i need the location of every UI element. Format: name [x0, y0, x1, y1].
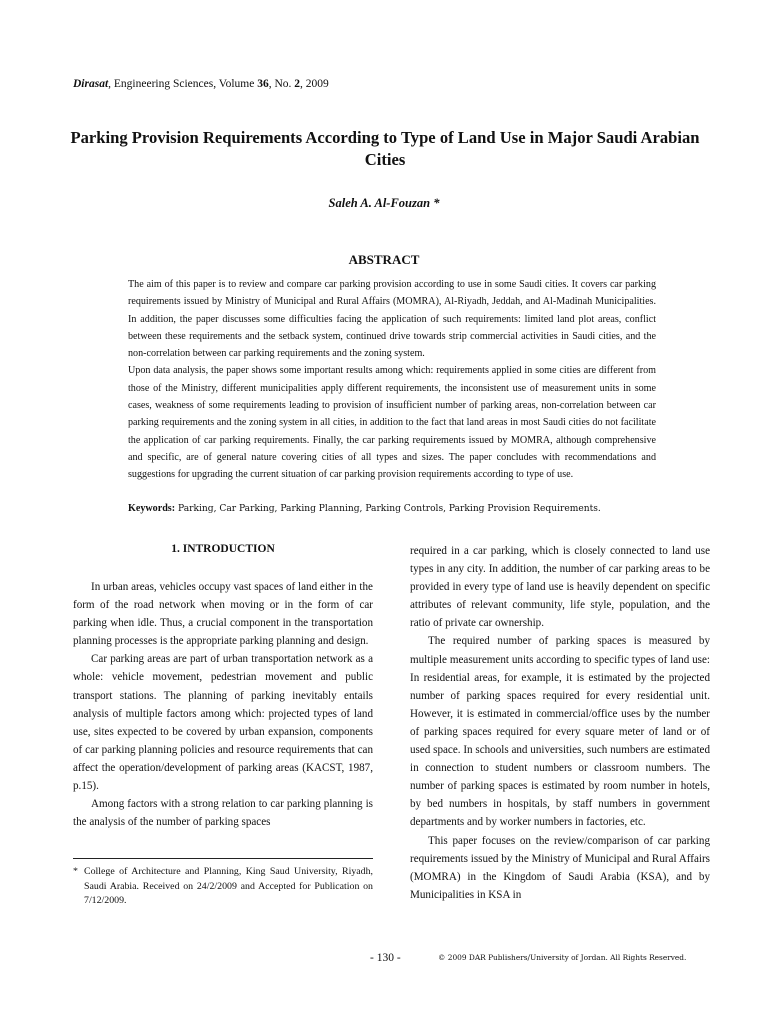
journal-issue: 2 [294, 78, 301, 90]
abstract-heading: ABSTRACT [348, 252, 420, 267]
paper-author: Saleh A. Al-Fouzan * [328, 196, 440, 210]
abstract-body [128, 276, 656, 484]
journal-year: , 2009 [300, 78, 329, 90]
footnote-text: College of Architecture and Planning, King Saud University, Riyadh, Saudi Arabia. Received on 24/2/2009 and Accepted for Publication on 7/12/2009. [84, 866, 373, 906]
section-heading-introduction: 1. INTRODUCTION [171, 543, 275, 555]
journal-series: , Engineering Sciences, Volume [108, 78, 258, 90]
journal-citation [73, 77, 329, 91]
journal-issue-prefix: , No. [268, 78, 295, 90]
footnote-divider [73, 858, 373, 859]
left-column [73, 578, 373, 831]
abstract-paragraph: The aim of this paper is to review and compare car parking provision according to use in some Saudi cities. It covers car parking requirements issued by Ministry of Municipal and Rural Affairs (MOMRA), Al-Riyadh, Jeddah, and Al-Madinah Municipalities. In addition, the paper discusses some difficulties facing the application of such requirements: limited land plot areas, conflict between these requirements and the setback system, continued drive towards strip commercial activities in Saudi cities, and the non-correlation between car parking requirements and the zoning system. [128, 279, 656, 360]
body-paragraph: This paper focuses on the review/comparison of car parking requirements issued by the Ministry of Municipal and Rural Affairs (MOMRA) in the Kingdom of Saudi Arabia (KSA), and by Municipalities in KSA in [410, 834, 710, 901]
keywords-list: Parking, Car Parking, Parking Planning, Parking Controls, Parking Provision Requirements. [175, 504, 601, 514]
footnote [73, 865, 373, 909]
journal-volume: 36 [257, 78, 269, 90]
page-number: - 130 - [370, 952, 401, 964]
keywords-label: Keywords: [128, 503, 176, 514]
body-paragraph: In urban areas, vehicles occupy vast spaces of land either in the form of the road network when moving or in the form of car parking when idle. Thus, a crucial component in the transportation planning processes is the appropriate parking planning and design. [73, 581, 373, 648]
keywords [128, 502, 668, 516]
journal-name: Dirasat [73, 78, 109, 90]
body-paragraph: Among factors with a strong relation to car parking planning is the analysis of the number of parking spaces [73, 798, 373, 829]
body-paragraph: Car parking areas are part of urban transportation network as a whole: vehicle movement, pedestrian movement and public transport stations. The planning of parking inevitably entails analysis of multiple factors among which: projected types of land use, sites expected to be covered by urban expansion, components of car parking planning policies and resource requirements that can affect the operation/development of parking areas (KACST, 1987, p.15). [73, 653, 373, 793]
copyright-notice: © 2009 DAR Publishers/University of Jordan. All Rights Reserved. [438, 953, 687, 962]
right-column [410, 542, 710, 904]
footnote-mark: * [73, 866, 78, 877]
abstract-paragraph: Upon data analysis, the paper shows some important results among which: requirements applied in some cities are different from those of the Ministry, different municipalities apply different requirements, the inconsistent use of measurement units in some cases, weakness of some requirements leading to provision of insufficient number of parking areas, non-correlation between car parking requirements and the zoning system in all cities, in addition to the fact that land areas in most Saudi cities do not facilitate the application of car parking requirements. Finally, the car parking requirements issued by MOMRA, although comprehensive and specific, are of general nature covering cities of all types and sizes. The paper concludes with recommendations and suggestions for upgrading the current situation of car parking provision requirements according to type of use. [128, 365, 656, 481]
paper-title: Parking Provision Requirements According to Type of Land Use in Major Saudi Arabian Cities [70, 128, 700, 169]
body-paragraph: The required number of parking spaces is measured by multiple measurement units according to specific types of land use: In residential areas, for example, it is estimated by the projected number of parking spaces required for every residential unit. However, it is estimated in commercial/office uses by the number of parking spaces required for every square meter of land or of used space. In schools and universities, such numbers are estimated in connection to student numbers or classroom numbers. The number of parking spaces is estimated by room number in hotels, by bed numbers in hospitals, by staff numbers in government departments and by worker numbers in factories, etc. [410, 635, 710, 829]
body-paragraph: required in a car parking, which is closely connected to land use types in any city. In addition, the number of car parking areas to be provided in every type of land use is heavily dependent on specific attributes of relevant community, life style, population, and the ratio of private car ownership. [410, 545, 710, 630]
